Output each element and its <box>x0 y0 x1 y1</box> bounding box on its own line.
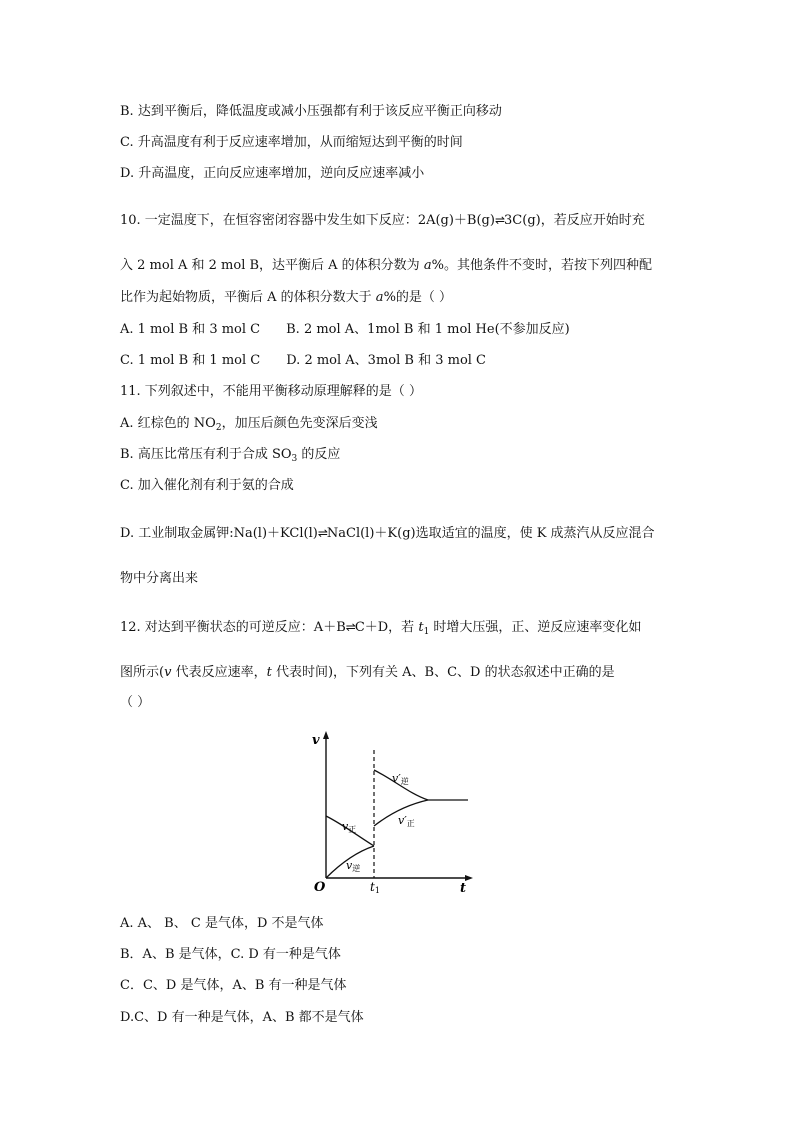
q11-option-d-text: D. 工业制取金属钾:Na(l)＋KCl(l) <box>120 526 318 541</box>
q12-line2-mid: 代表反应速率， <box>171 665 267 680</box>
q10-stem-line1 <box>120 211 645 230</box>
q10-options-row2 <box>120 352 486 370</box>
q10-option-c: C. 1 mol B 和 1 mol C <box>120 353 261 368</box>
rate-time-graph <box>310 728 480 898</box>
q12-stem-text: 12. 对达到平衡状态的可逆反应：A＋B <box>120 620 346 635</box>
v-reverse-prime-label: v′逆 <box>392 772 409 786</box>
q10-option-a: A. 1 mol B 和 3 mol C <box>120 322 261 337</box>
q10-reactants: 2A(g)＋B(g) <box>417 213 495 228</box>
v-reverse-label: v逆 <box>346 859 361 873</box>
q10-option-b: B. 2 mol A、1mol B 和 1 mol He(不参加反应) <box>286 322 570 337</box>
q10-stem-text: 10. 一定温度下，在恒容密闭容器中发生如下反应： <box>120 213 418 228</box>
x-axis-arrow-icon <box>465 875 473 881</box>
q11-option-d-cont: 物中分离出来 <box>120 571 199 586</box>
q12-option-a: A. A、 B、 C 是气体，D 不是气体 <box>120 916 324 931</box>
equilibrium-arrow-icon: ⇌ <box>494 213 505 227</box>
q12-stem-line1 <box>120 618 641 637</box>
y-axis-label: v <box>312 733 320 748</box>
q12-t1-sub: 1 <box>423 627 430 637</box>
q12-line2-tail: 代表时间)，下列有关 A、B、C、D 的状态叙述中正确的是 <box>271 665 615 680</box>
q11-option-b-sub: 3 <box>291 454 298 464</box>
q10-options-row1 <box>120 321 570 339</box>
t1-label: t1 <box>370 880 380 895</box>
q10-line3-text: 比作为起始物质，平衡后 A 的体积分数大于 <box>120 290 376 305</box>
q12-answer-paren: （ ） <box>120 695 151 710</box>
q11-option-b-text: B. 高压比常压有利于合成 SO <box>120 447 292 462</box>
q12-stem-mid: C＋D，若 <box>354 620 419 635</box>
q11-option-d <box>120 524 655 543</box>
q12-line2-text: 图所示( <box>120 665 165 680</box>
origin-label: O <box>314 880 326 895</box>
q12-var-t: t <box>266 665 272 680</box>
equilibrium-arrow-icon: ⇌ <box>317 526 327 540</box>
q11-option-c: C. 加入催化剂有利于氨的合成 <box>120 478 294 493</box>
q12-option-d: D.C、D 有一种是气体，A、B 都不是气体 <box>120 1010 364 1025</box>
q12-t1: t <box>418 620 424 635</box>
q12-var-v: v <box>164 665 172 680</box>
q9-option-b: B. 达到平衡后，降低温度或减小压强都有利于该反应平衡正向移动 <box>120 104 502 119</box>
q12-stem-line2 <box>120 664 615 682</box>
v-forward-prime-label: v′正 <box>398 814 415 828</box>
q10-line2-tail: %。其他条件不变时，若按下列四种配 <box>431 258 652 273</box>
q10-stem-line2 <box>120 257 652 275</box>
q11-option-d-tail: NaCl(l)＋K(g)选取适宜的温度，使 K 成蒸汽从反应混合 <box>326 526 655 541</box>
q11-option-a <box>120 415 378 433</box>
q10-option-d: D. 2 mol A、3mol B 和 3 mol C <box>286 353 487 368</box>
q9-option-d: D. 升高温度，正向反应速率增加，逆向反应速率减小 <box>120 166 425 181</box>
q12-option-b: B．A、B 是气体，C. D 有一种是气体 <box>120 947 341 962</box>
q10-product: 3C(g) <box>504 213 541 228</box>
y-axis-arrow-icon <box>323 731 329 739</box>
q12-option-c: C．C、D 是气体，A、B 有一种是气体 <box>120 978 347 993</box>
q9-option-c: C. 升高温度有利于反应速率增加，从而缩短达到平衡的时间 <box>120 135 463 150</box>
q12-stem-tail: 时增大压强，正、逆反应速率变化如 <box>429 620 642 635</box>
q11-option-a-sub: 2 <box>215 423 222 433</box>
v-forward-label: v正 <box>342 820 357 834</box>
equilibrium-arrow-icon: ⇌ <box>345 620 355 634</box>
q10-var-a-2: a <box>375 290 384 305</box>
q10-var-a: a <box>423 258 432 273</box>
q10-line2-text: 入 2 mol A 和 2 mol B，达平衡后 A 的体积分数为 <box>120 258 424 273</box>
q11-option-a-tail: ，加压后颜色先变深后变浅 <box>221 416 378 431</box>
x-axis-label: t <box>460 881 467 896</box>
q10-stem-tail: ，若反应开始时充 <box>540 213 645 228</box>
q11-stem: 11. 下列叙述中，不能用平衡移动原理解释的是（ ） <box>120 384 422 399</box>
q11-option-b-tail: 的反应 <box>297 447 341 462</box>
q11-option-a-text: A. 红棕色的 NO <box>120 416 216 431</box>
q10-stem-line3 <box>120 289 452 307</box>
q11-option-b <box>120 446 340 464</box>
q10-line3-tail: %的是（ ） <box>383 290 453 305</box>
